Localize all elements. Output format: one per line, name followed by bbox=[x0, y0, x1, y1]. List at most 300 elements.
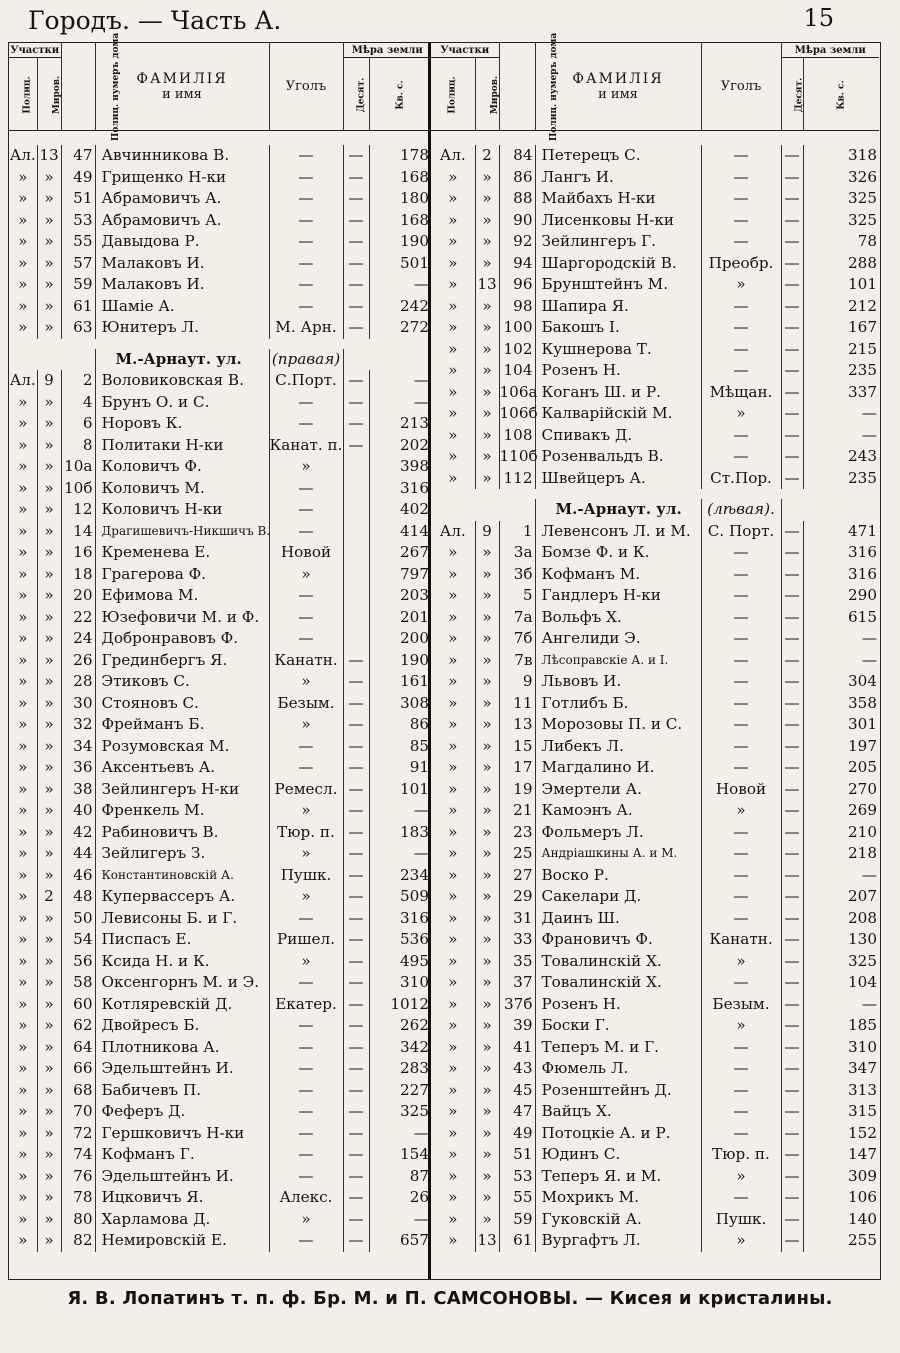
table-cell: 18 bbox=[61, 564, 95, 586]
table-cell: — bbox=[861, 629, 878, 647]
table-cell: — bbox=[343, 886, 369, 908]
table-cell: » bbox=[431, 607, 475, 629]
table-cell: Абрамовичъ А. bbox=[95, 210, 269, 232]
table-cell: — bbox=[269, 908, 343, 930]
table-row bbox=[431, 779, 879, 801]
table-cell: — bbox=[413, 392, 430, 411]
table-cell: » bbox=[37, 650, 61, 672]
table-cell: » bbox=[9, 671, 37, 693]
table-cell: — bbox=[701, 972, 781, 994]
table-cell: » bbox=[9, 886, 37, 908]
table-cell: Спивакъ Д. bbox=[535, 425, 701, 447]
table-cell: Эмертели А. bbox=[535, 779, 701, 801]
table-cell: » bbox=[37, 908, 61, 930]
table-cell: Френкель М. bbox=[95, 800, 269, 822]
table-cell: » bbox=[431, 886, 475, 908]
table-cell: — bbox=[343, 1058, 369, 1080]
table-cell: 70 bbox=[61, 1101, 95, 1123]
table-cell: Канатн. bbox=[701, 929, 781, 951]
table-cell: — bbox=[269, 1058, 343, 1080]
table-cell: — bbox=[269, 585, 343, 607]
table-cell: 64 bbox=[61, 1037, 95, 1059]
table-cell: — bbox=[343, 1187, 369, 1209]
table-cell: Немировскій Е. bbox=[95, 1230, 269, 1252]
table-cell: 283 bbox=[400, 1059, 430, 1077]
house-no-header: Полиц. нумеръ дома bbox=[61, 43, 95, 131]
table-cell: » bbox=[431, 253, 475, 275]
table-cell: » bbox=[9, 435, 37, 457]
table-cell: 243 bbox=[848, 447, 878, 465]
table-cell: » bbox=[431, 564, 475, 586]
table-cell: — bbox=[343, 843, 369, 865]
table-cell: Камоэнъ А. bbox=[535, 800, 701, 822]
street-side: (лѣвая). bbox=[701, 499, 781, 521]
table-cell: » bbox=[37, 951, 61, 973]
table-cell: — bbox=[781, 382, 803, 404]
table-row bbox=[9, 1015, 431, 1037]
table-cell: » bbox=[475, 188, 499, 210]
table-cell: — bbox=[343, 413, 369, 435]
table-cell: » bbox=[9, 843, 37, 865]
table-cell: — bbox=[861, 650, 878, 669]
table-cell: » bbox=[701, 403, 781, 425]
table-row bbox=[431, 972, 879, 994]
table-cell: Товалинскій Х. bbox=[535, 972, 701, 994]
table-cell: — bbox=[701, 628, 781, 650]
table-cell: — bbox=[781, 521, 803, 543]
table-cell: Малаковъ И. bbox=[95, 253, 269, 275]
table-cell: » bbox=[475, 1123, 499, 1145]
table-cell: 38 bbox=[61, 779, 95, 801]
table-cell: 14 bbox=[61, 521, 95, 543]
table-cell: Политаки Н-ки bbox=[95, 435, 269, 457]
table-cell: » bbox=[431, 757, 475, 779]
table-cell: » bbox=[9, 456, 37, 478]
table-cell: » bbox=[37, 231, 61, 253]
table-cell: Стояновъ С. bbox=[95, 693, 269, 715]
table-cell: » bbox=[9, 231, 37, 253]
table-row bbox=[9, 994, 431, 1016]
table-cell: Ал. bbox=[9, 370, 37, 392]
table-cell: » bbox=[37, 253, 61, 275]
table-cell: » bbox=[37, 994, 61, 1016]
table-cell: » bbox=[475, 1166, 499, 1188]
table-cell: — bbox=[413, 844, 430, 862]
table-cell: » bbox=[431, 736, 475, 758]
table-cell: — bbox=[343, 1037, 369, 1059]
table-row bbox=[431, 757, 879, 779]
table-cell: 304 bbox=[848, 672, 878, 690]
table-cell: — bbox=[781, 972, 803, 994]
table-cell: — bbox=[269, 521, 343, 543]
table-cell: — bbox=[701, 822, 781, 844]
table-row bbox=[9, 542, 431, 564]
table-cell: Ст.Пор. bbox=[701, 468, 781, 490]
table-row bbox=[431, 446, 879, 468]
table-cell: » bbox=[475, 865, 499, 887]
table-cell: 49 bbox=[61, 167, 95, 189]
table-cell: » bbox=[475, 1015, 499, 1037]
table-cell: » bbox=[37, 714, 61, 736]
table-cell: Швейцеръ А. bbox=[535, 468, 701, 490]
table-cell: 26 bbox=[61, 650, 95, 672]
table-cell: — bbox=[343, 1101, 369, 1123]
table-row bbox=[9, 779, 431, 801]
table-cell: » bbox=[431, 339, 475, 361]
table-cell: » bbox=[37, 972, 61, 994]
table-cell: » bbox=[37, 1209, 61, 1231]
table-cell: 11 bbox=[499, 693, 535, 715]
table-cell: Брунъ О. и С. bbox=[95, 392, 269, 414]
table-row bbox=[431, 1187, 879, 1209]
table-cell: » bbox=[269, 1209, 343, 1231]
table-cell: » bbox=[9, 1187, 37, 1209]
table-cell: » bbox=[9, 521, 37, 543]
table-cell: » bbox=[475, 1080, 499, 1102]
table-cell: 1 bbox=[499, 521, 535, 543]
table-cell: » bbox=[37, 628, 61, 650]
table-cell: — bbox=[343, 865, 369, 887]
table-cell: 315 bbox=[848, 1102, 878, 1120]
table-row bbox=[9, 564, 431, 586]
spacer-row bbox=[9, 339, 431, 349]
table-cell: 80 bbox=[61, 1209, 95, 1231]
table-row bbox=[431, 360, 879, 382]
table-cell: — bbox=[781, 994, 803, 1016]
spacer-row bbox=[431, 131, 879, 146]
table-cell bbox=[343, 607, 369, 629]
table-cell: Оксенгорнъ М. и Э. bbox=[95, 972, 269, 994]
table-cell bbox=[343, 564, 369, 586]
table-cell: » bbox=[269, 671, 343, 693]
table-cell: » bbox=[9, 736, 37, 758]
table-row bbox=[9, 274, 431, 296]
table-cell: — bbox=[781, 542, 803, 564]
table-cell: 59 bbox=[499, 1209, 535, 1231]
table-cell: Безым. bbox=[701, 994, 781, 1016]
table-cell: Писпасъ Е. bbox=[95, 929, 269, 951]
table-cell: — bbox=[269, 1166, 343, 1188]
table-row bbox=[9, 370, 431, 392]
street-side: (правая) bbox=[269, 349, 343, 371]
table-cell: 91 bbox=[409, 758, 430, 776]
table-cell: 325 bbox=[848, 951, 878, 970]
table-cell: » bbox=[475, 564, 499, 586]
table-cell: — bbox=[781, 317, 803, 339]
table-row bbox=[9, 435, 431, 457]
name-header: ФАМИЛІЯ и имя bbox=[535, 43, 701, 131]
table-cell: Кофманъ М. bbox=[535, 564, 701, 586]
table-cell: Вургафтъ Л. bbox=[535, 1230, 701, 1252]
table-cell: — bbox=[781, 693, 803, 715]
table-cell: — bbox=[781, 253, 803, 275]
table-cell: » bbox=[9, 1037, 37, 1059]
table-cell: Вайцъ Х. bbox=[535, 1101, 701, 1123]
table-cell: 78 bbox=[61, 1187, 95, 1209]
table-cell: » bbox=[37, 413, 61, 435]
table-cell: » bbox=[37, 499, 61, 521]
table-cell: 325 bbox=[848, 210, 878, 229]
table-cell: Коловичъ Н-ки bbox=[95, 499, 269, 521]
table-cell: 10б bbox=[61, 478, 95, 500]
table-cell: 5 bbox=[499, 585, 535, 607]
table-cell: 101 bbox=[848, 275, 878, 293]
table-cell: — bbox=[343, 145, 369, 167]
table-cell: 509 bbox=[400, 887, 430, 905]
table-cell: » bbox=[431, 1037, 475, 1059]
table-cell: » bbox=[431, 693, 475, 715]
table-row bbox=[431, 339, 879, 361]
table-cell: — bbox=[701, 296, 781, 318]
table-cell: 85 bbox=[409, 736, 430, 755]
table-cell: » bbox=[37, 167, 61, 189]
table-cell: Пушк. bbox=[269, 865, 343, 887]
table-cell: » bbox=[431, 296, 475, 318]
table-cell: Ремесл. bbox=[269, 779, 343, 801]
right-table bbox=[431, 32, 879, 1252]
table-cell: » bbox=[475, 1058, 499, 1080]
table-cell: » bbox=[475, 339, 499, 361]
table-cell: » bbox=[37, 693, 61, 715]
table-cell: 9 bbox=[499, 671, 535, 693]
table-cell: Безым. bbox=[269, 693, 343, 715]
table-cell: — bbox=[781, 650, 803, 672]
table-cell: 66 bbox=[61, 1058, 95, 1080]
table-cell: — bbox=[413, 1209, 430, 1228]
table-cell: — bbox=[269, 188, 343, 210]
table-row bbox=[9, 167, 431, 189]
table-cell: — bbox=[781, 446, 803, 468]
table-cell: 316 bbox=[400, 478, 430, 497]
table-cell: » bbox=[431, 542, 475, 564]
table-cell: » bbox=[431, 1230, 475, 1252]
table-cell: 108 bbox=[499, 425, 535, 447]
table-cell: 313 bbox=[848, 1080, 878, 1099]
table-cell: Ришел. bbox=[269, 929, 343, 951]
table-cell: — bbox=[343, 1144, 369, 1166]
table-cell: 86 bbox=[409, 715, 430, 733]
table-row bbox=[9, 972, 431, 994]
table-cell: » bbox=[431, 403, 475, 425]
table-cell: 183 bbox=[400, 822, 430, 841]
table-cell: Товалинскій Х. bbox=[535, 951, 701, 973]
table-cell: 19 bbox=[499, 779, 535, 801]
table-cell: — bbox=[343, 671, 369, 693]
table-cell: 104 bbox=[499, 360, 535, 382]
table-cell: Воловиковская В. bbox=[95, 370, 269, 392]
table-cell: » bbox=[9, 779, 37, 801]
table-cell: Воско Р. bbox=[535, 865, 701, 887]
table-cell: 36 bbox=[61, 757, 95, 779]
table-cell: — bbox=[701, 542, 781, 564]
table-cell: — bbox=[781, 403, 803, 425]
table-cell: 147 bbox=[848, 1145, 878, 1163]
table-cell: — bbox=[413, 371, 430, 389]
table-cell: Эдельштейнъ И. bbox=[95, 1058, 269, 1080]
table-row bbox=[9, 929, 431, 951]
table-cell: 27 bbox=[499, 865, 535, 887]
table-cell: » bbox=[9, 392, 37, 414]
table-row bbox=[9, 1058, 431, 1080]
ugol-header: Уголъ bbox=[701, 43, 781, 131]
table-cell: 23 bbox=[499, 822, 535, 844]
table-cell: 54 bbox=[61, 929, 95, 951]
table-cell: Петерецъ С. bbox=[535, 145, 701, 167]
table-cell: 337 bbox=[848, 382, 878, 401]
table-cell: » bbox=[9, 413, 37, 435]
table-cell: » bbox=[37, 671, 61, 693]
table-row bbox=[431, 886, 879, 908]
table-cell bbox=[343, 478, 369, 500]
table-cell: 50 bbox=[61, 908, 95, 930]
table-cell: Бабичевъ П. bbox=[95, 1080, 269, 1102]
table-row bbox=[431, 908, 879, 930]
table-cell: 29 bbox=[499, 886, 535, 908]
table-cell: — bbox=[269, 1080, 343, 1102]
table-cell: 43 bbox=[499, 1058, 535, 1080]
table-cell: Преобр. bbox=[701, 253, 781, 275]
table-cell: » bbox=[37, 1187, 61, 1209]
table-cell: » bbox=[431, 274, 475, 296]
table-cell: — bbox=[343, 188, 369, 210]
table-cell: 61 bbox=[61, 296, 95, 318]
table-cell: Коганъ Ш. и Р. bbox=[535, 382, 701, 404]
table-cell: 325 bbox=[400, 1102, 430, 1120]
table-cell: 180 bbox=[400, 189, 430, 207]
table-cell: 208 bbox=[848, 908, 878, 927]
table-cell: 87 bbox=[409, 1166, 430, 1185]
table-row bbox=[431, 564, 879, 586]
table-row bbox=[9, 865, 431, 887]
table-cell: 3б bbox=[499, 564, 535, 586]
table-cell: » bbox=[37, 392, 61, 414]
table-cell: — bbox=[343, 317, 369, 339]
table-cell: — bbox=[701, 671, 781, 693]
table-cell: » bbox=[9, 478, 37, 500]
table-cell: 190 bbox=[400, 232, 430, 250]
table-row bbox=[9, 1187, 431, 1209]
table-cell: — bbox=[269, 145, 343, 167]
table-row bbox=[431, 542, 879, 564]
table-row bbox=[9, 736, 431, 758]
table-cell: 7в bbox=[499, 650, 535, 672]
table-cell: » bbox=[9, 542, 37, 564]
table-cell: » bbox=[431, 800, 475, 822]
table-cell: — bbox=[343, 951, 369, 973]
table-cell: С. Порт. bbox=[701, 521, 781, 543]
table-row bbox=[431, 714, 879, 736]
table-cell: » bbox=[431, 210, 475, 232]
table-row bbox=[9, 521, 431, 543]
table-row bbox=[9, 1230, 431, 1252]
table-cell: 61 bbox=[499, 1230, 535, 1252]
table-cell: — bbox=[343, 757, 369, 779]
table-cell: — bbox=[343, 1123, 369, 1145]
table-cell: » bbox=[37, 210, 61, 232]
table-cell: » bbox=[701, 274, 781, 296]
table-cell: » bbox=[37, 274, 61, 296]
table-cell: » bbox=[9, 650, 37, 672]
table-cell: » bbox=[431, 972, 475, 994]
table-cell: » bbox=[37, 1015, 61, 1037]
table-cell: Вольфъ Х. bbox=[535, 607, 701, 629]
table-cell: 316 bbox=[848, 564, 878, 583]
table-cell: » bbox=[475, 607, 499, 629]
table-cell: 33 bbox=[499, 929, 535, 951]
table-cell: — bbox=[269, 1230, 343, 1252]
table-cell: 255 bbox=[848, 1231, 878, 1249]
table-cell: 242 bbox=[400, 296, 430, 315]
table-cell: Лисенковы Н-ки bbox=[535, 210, 701, 232]
table-cell: » bbox=[269, 886, 343, 908]
table-cell: Мохрикъ М. bbox=[535, 1187, 701, 1209]
table-cell: — bbox=[701, 714, 781, 736]
table-cell: Тюр. п. bbox=[701, 1144, 781, 1166]
table-cell: 402 bbox=[400, 500, 430, 518]
table-row bbox=[431, 822, 879, 844]
table-cell: » bbox=[37, 585, 61, 607]
table-cell: » bbox=[475, 317, 499, 339]
table-cell: — bbox=[701, 607, 781, 629]
table-cell: 53 bbox=[499, 1166, 535, 1188]
table-cell: — bbox=[343, 435, 369, 457]
uchastki-header: Участки bbox=[431, 43, 499, 58]
table-cell: 200 bbox=[400, 629, 430, 647]
table-cell: Шаміе А. bbox=[95, 296, 269, 318]
table-row bbox=[9, 1209, 431, 1231]
table-cell: 197 bbox=[848, 736, 878, 755]
table-cell: — bbox=[701, 1080, 781, 1102]
table-cell: — bbox=[343, 253, 369, 275]
table-cell: 17 bbox=[499, 757, 535, 779]
table-cell: — bbox=[269, 413, 343, 435]
kv-header: Кв. с. bbox=[369, 58, 431, 131]
table-cell: » bbox=[431, 231, 475, 253]
table-cell: » bbox=[9, 1015, 37, 1037]
table-cell: — bbox=[269, 757, 343, 779]
table-cell: 2 bbox=[475, 145, 499, 167]
table-row bbox=[431, 994, 879, 1016]
table-cell: Потоцкіе А. и Р. bbox=[535, 1123, 701, 1145]
table-cell: 12 bbox=[61, 499, 95, 521]
table-cell: — bbox=[781, 1101, 803, 1123]
table-cell: » bbox=[475, 425, 499, 447]
table-cell: Розенъ Н. bbox=[535, 994, 701, 1016]
table-cell: » bbox=[9, 1144, 37, 1166]
table-cell: Кременева Е. bbox=[95, 542, 269, 564]
table-cell: Морозовы П. и С. bbox=[535, 714, 701, 736]
section-row bbox=[9, 349, 431, 371]
table-cell: » bbox=[475, 757, 499, 779]
table-row bbox=[431, 607, 879, 629]
table-cell: — bbox=[781, 779, 803, 801]
table-cell: 10а bbox=[61, 456, 95, 478]
table-cell: » bbox=[431, 714, 475, 736]
table-cell: Львовъ И. bbox=[535, 671, 701, 693]
table-cell: Этиковъ С. bbox=[95, 671, 269, 693]
table-cell: 495 bbox=[400, 951, 430, 970]
table-cell: 84 bbox=[499, 145, 535, 167]
table-cell: — bbox=[781, 360, 803, 382]
table-cell: » bbox=[431, 188, 475, 210]
table-row bbox=[431, 1037, 879, 1059]
table-cell: » bbox=[269, 843, 343, 865]
table-cell: 210 bbox=[848, 822, 878, 841]
table-cell: » bbox=[9, 188, 37, 210]
table-cell: » bbox=[701, 1015, 781, 1037]
table-cell: — bbox=[269, 274, 343, 296]
table-row bbox=[9, 714, 431, 736]
